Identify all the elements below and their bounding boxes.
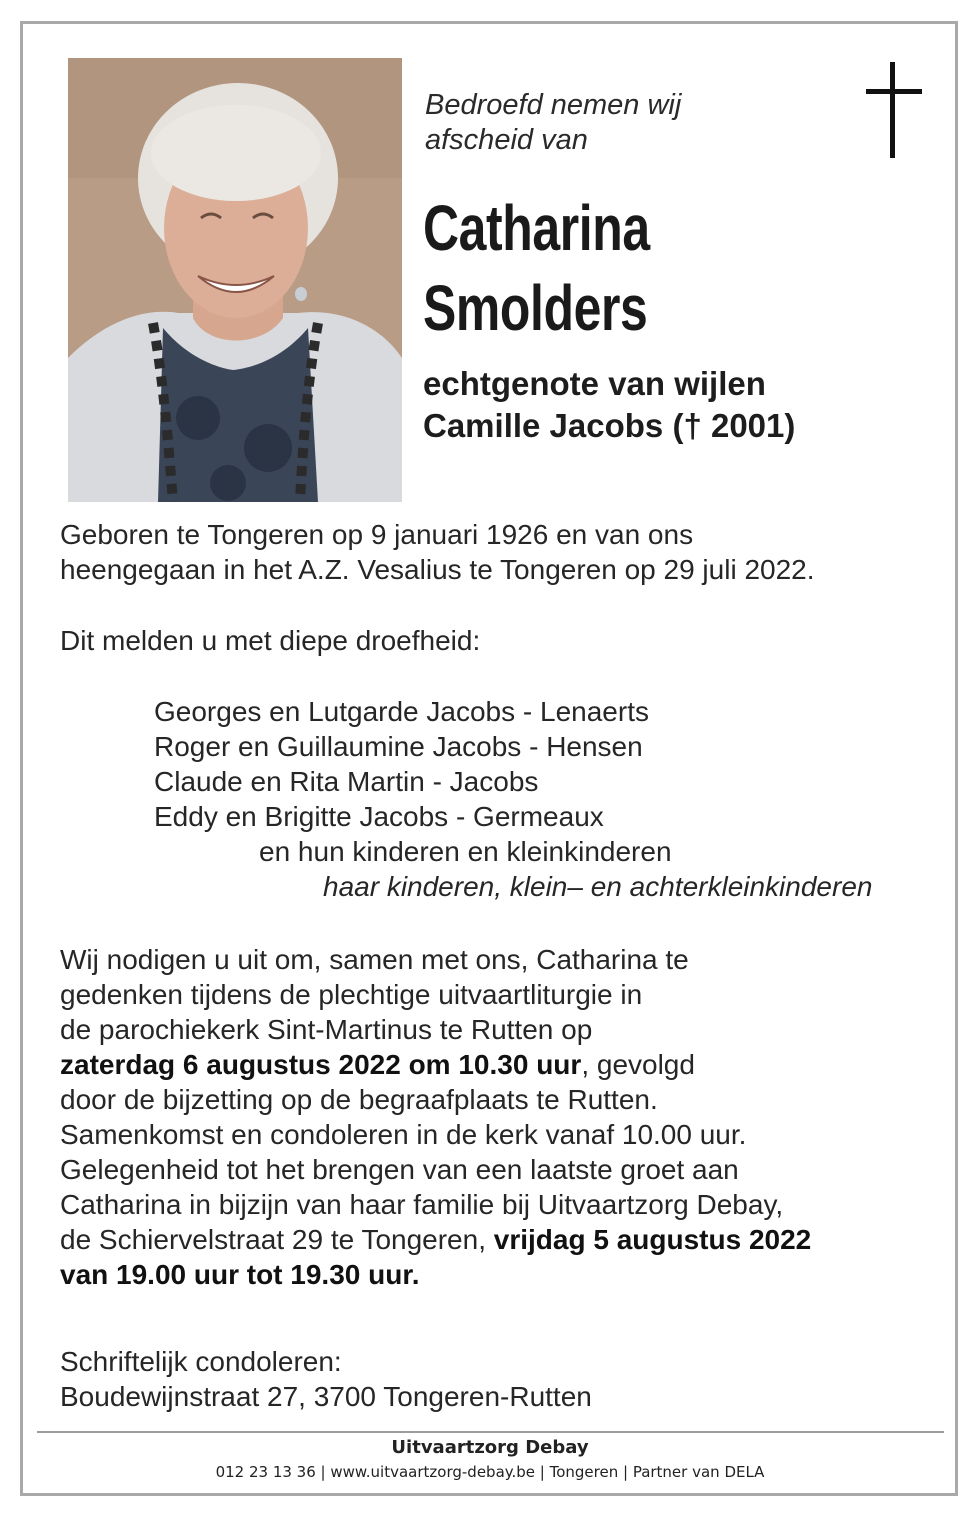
invite-line xyxy=(60,1047,811,1082)
invite-line xyxy=(60,1257,811,1292)
invite-line: Samenkomst en condoleren in de kerk vanaf 10.00 uur. xyxy=(60,1119,747,1150)
invite-line: de parochiekerk Sint-Martinus te Rutten op xyxy=(60,1014,593,1045)
invite-line xyxy=(60,1222,811,1257)
family-member: Claude en Rita Martin - Jacobs xyxy=(154,766,539,797)
portrait-photo xyxy=(68,58,402,502)
invite-line: Wij nodigen u uit om, samen met ons, Catharina te xyxy=(60,944,689,975)
spouse-line: echtgenote van wijlen xyxy=(423,365,766,402)
viewing-date: vrijdag 5 augustus 2022 xyxy=(493,1224,812,1255)
intro-line: afscheid van xyxy=(425,124,588,156)
viewing-time: van 19.00 uur tot 19.30 uur. xyxy=(60,1259,420,1290)
spouse-info xyxy=(423,363,795,447)
funeral-home-contact: 012 23 13 36 | www.uitvaartzorg-debay.be | Tongeren | Partner van DELA xyxy=(215,1463,765,1481)
grandchildren-line: en hun kinderen en kleinkinderen xyxy=(259,836,672,867)
descendants-line: haar kinderen, klein– en achterkleinkinderen xyxy=(323,871,873,902)
deceased-name xyxy=(423,188,650,348)
funeral-home-name: Uitvaartzorg Debay xyxy=(391,1437,589,1458)
cross-icon xyxy=(866,62,922,163)
condolence-address-line: Boudewijnstraat 27, 3700 Tongeren-Rutten xyxy=(60,1381,592,1412)
invite-text: , gevolgd xyxy=(581,1049,695,1080)
spouse-line: Camille Jacobs († 2001) xyxy=(423,407,796,444)
family-member: Eddy en Brigitte Jacobs - Germeaux xyxy=(154,801,604,832)
condolence-label: Schriftelijk condoleren: xyxy=(60,1346,342,1377)
family-member: Roger en Guillaumine Jacobs - Hensen xyxy=(154,731,643,762)
announce-text: Dit melden u met diepe droefheid: xyxy=(60,625,481,656)
funeral-date: zaterdag 6 augustus 2022 om 10.30 uur xyxy=(60,1049,582,1080)
invite-line: Gelegenheid tot het brengen van een laatste groet aan xyxy=(60,1154,739,1185)
intro-text xyxy=(425,88,681,158)
first-name: Catharina xyxy=(423,192,650,264)
funeral-invitation xyxy=(60,942,811,1292)
birth-death-text xyxy=(60,517,815,587)
condolence-address xyxy=(60,1344,592,1414)
family-member: Georges en Lutgarde Jacobs - Lenaerts xyxy=(154,696,649,727)
intro-line: Bedroefd nemen wij xyxy=(425,89,682,121)
invite-line: Catharina in bijzijn van haar familie bij Uitvaartzorg Debay, xyxy=(60,1189,784,1220)
invite-text: de Schiervelstraat 29 te Tongeren, xyxy=(60,1224,494,1255)
invite-line: door de bijzetting op de begraafplaats te Rutten. xyxy=(60,1084,658,1115)
invite-line: gedenken tijdens de plechtige uitvaartliturgie in xyxy=(60,979,643,1010)
last-name: Smolders xyxy=(423,272,648,344)
birth-line: Geboren te Tongeren op 9 januari 1926 en van ons xyxy=(60,519,694,550)
death-line: heengegaan in het A.Z. Vesalius te Tongeren op 29 juli 2022. xyxy=(60,554,815,585)
footer-divider xyxy=(37,1431,944,1433)
